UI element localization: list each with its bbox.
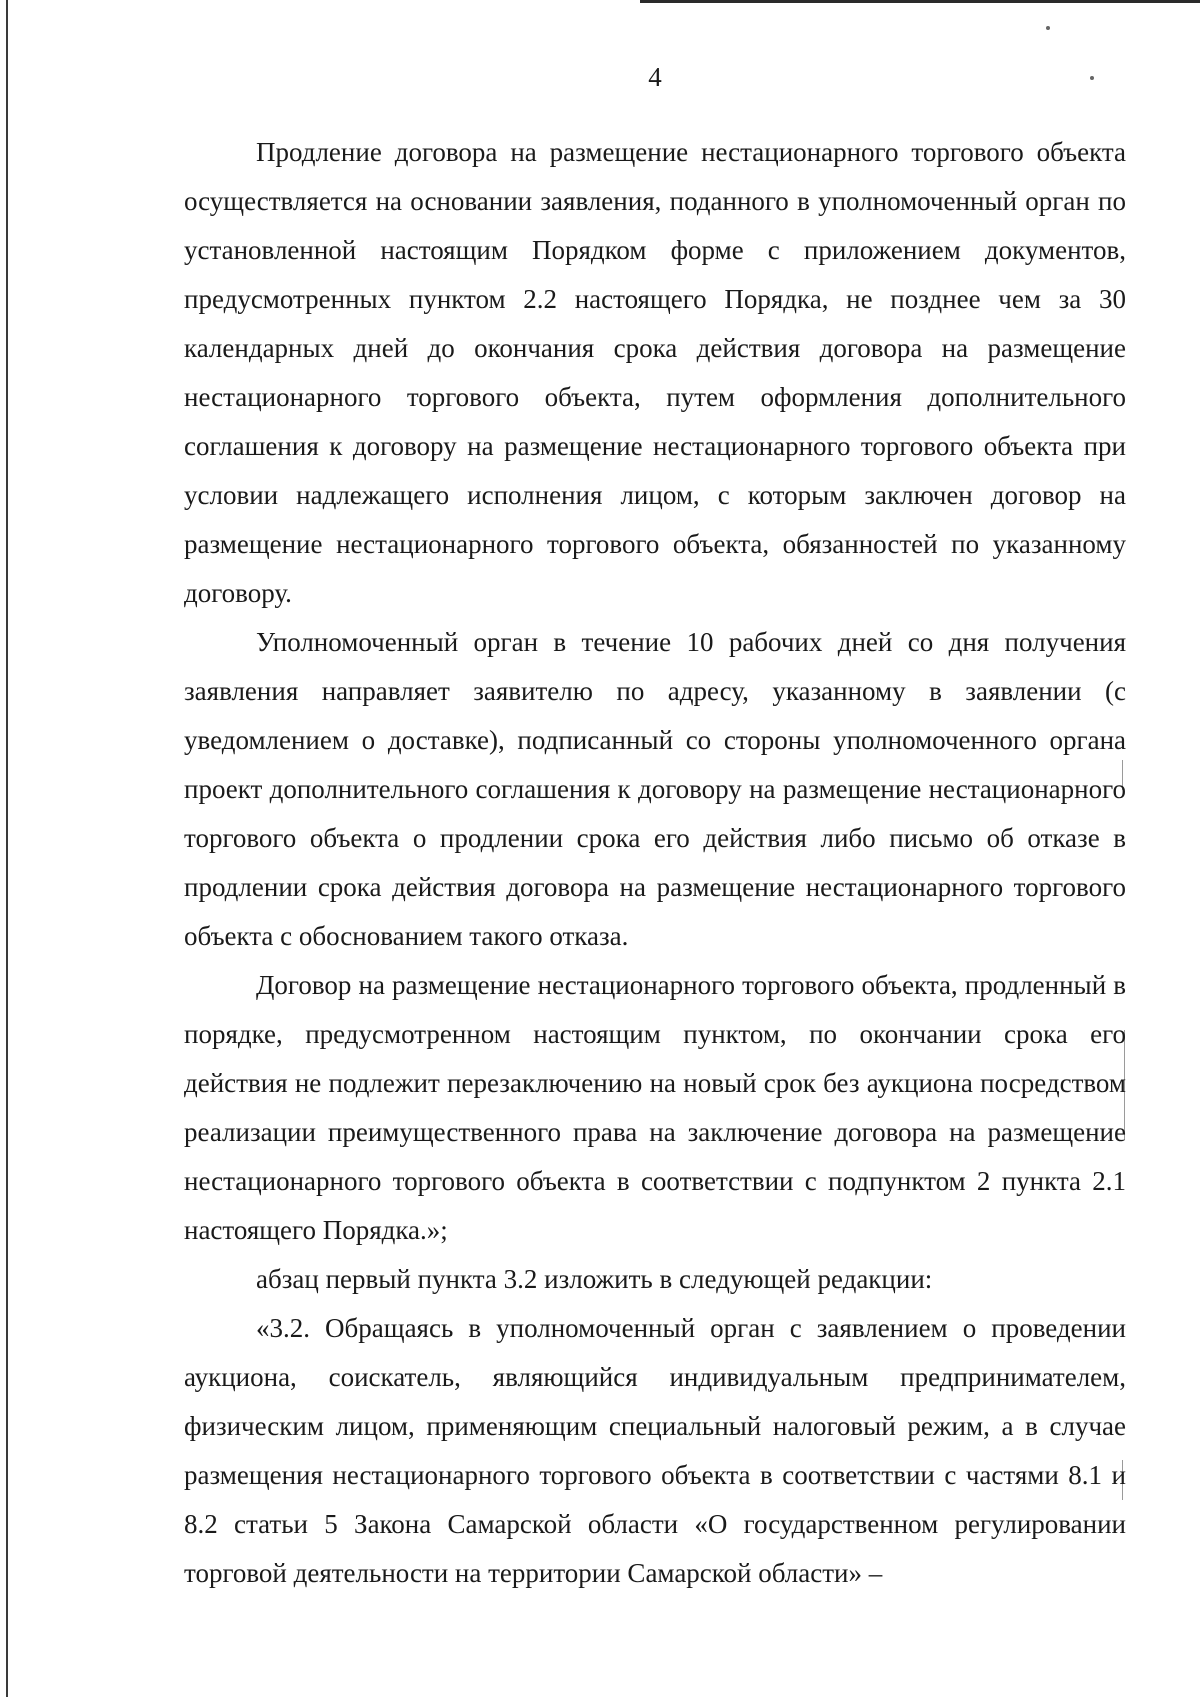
paragraph-amendment-instruction: абзац первый пункта 3.2 изложить в следующей редакции: (256, 1264, 933, 1294)
scan-top-border (640, 0, 1200, 3)
document-body (184, 128, 1126, 1598)
paragraph-extended-contract: Договор на размещение нестационарного торгового объекта, продленный в порядке, предусмотренном настоящим пунктом, по окончании срока его действия не подлежит перезаключению на новый срок без аукциона посредством реализации преимущественного права на заключение договора на размещение нестационарного торгового объекта в соответствии с подпунктом 2 пункта 2.1 настоящего Порядка.»; (184, 970, 1126, 1245)
scan-speck (1046, 26, 1050, 30)
scan-left-border (6, 0, 8, 1697)
page-number: 4 (648, 62, 662, 92)
paragraph-extension-procedure: Продление договора на размещение нестационарного торгового объекта осуществляется на основании заявления, поданного в уполномоченный орган по установленной настоящим Порядком форме с приложением документов, предусмотренных пунктом 2.2 настоящего Порядка, не позднее чем за 30 календарных дней до окончания срока действия договора на размещение нестационарного торгового объекта, путем оформления дополнительного соглашения к договору на размещение нестационарного торгового объекта при условии надлежащего исполнения лицом, с которым заключен договор на размещение нестационарного торгового объекта, обязанностей по указанному договору. (184, 137, 1126, 608)
paragraph-authority-response: Уполномоченный орган в течение 10 рабочих дней со дня получения заявления направляет заявителю по адресу, указанному в заявлении (с уведомлением о доставке), подписанный со стороны уполномоченного органа проект дополнительного соглашения к договору на размещение нестационарного торгового объекта о продлении срока его действия либо письмо об отказе в продлении срока действия договора на размещение нестационарного торгового объекта с обоснованием такого отказа. (184, 627, 1126, 951)
paragraph-clause-3-2: «3.2. Обращаясь в уполномоченный орган с заявлением о проведении аукциона, соискатель, являющийся индивидуальным предпринимателем, физическим лицом, применяющим специальный налоговый режим, а в случае размещения нестационарного торгового объекта в соответствии с частями 8.1 и 8.2 статьи 5 Закона Самарской области «О государственном регулировании торговой деятельности на территории Самарской области» – (184, 1313, 1126, 1588)
